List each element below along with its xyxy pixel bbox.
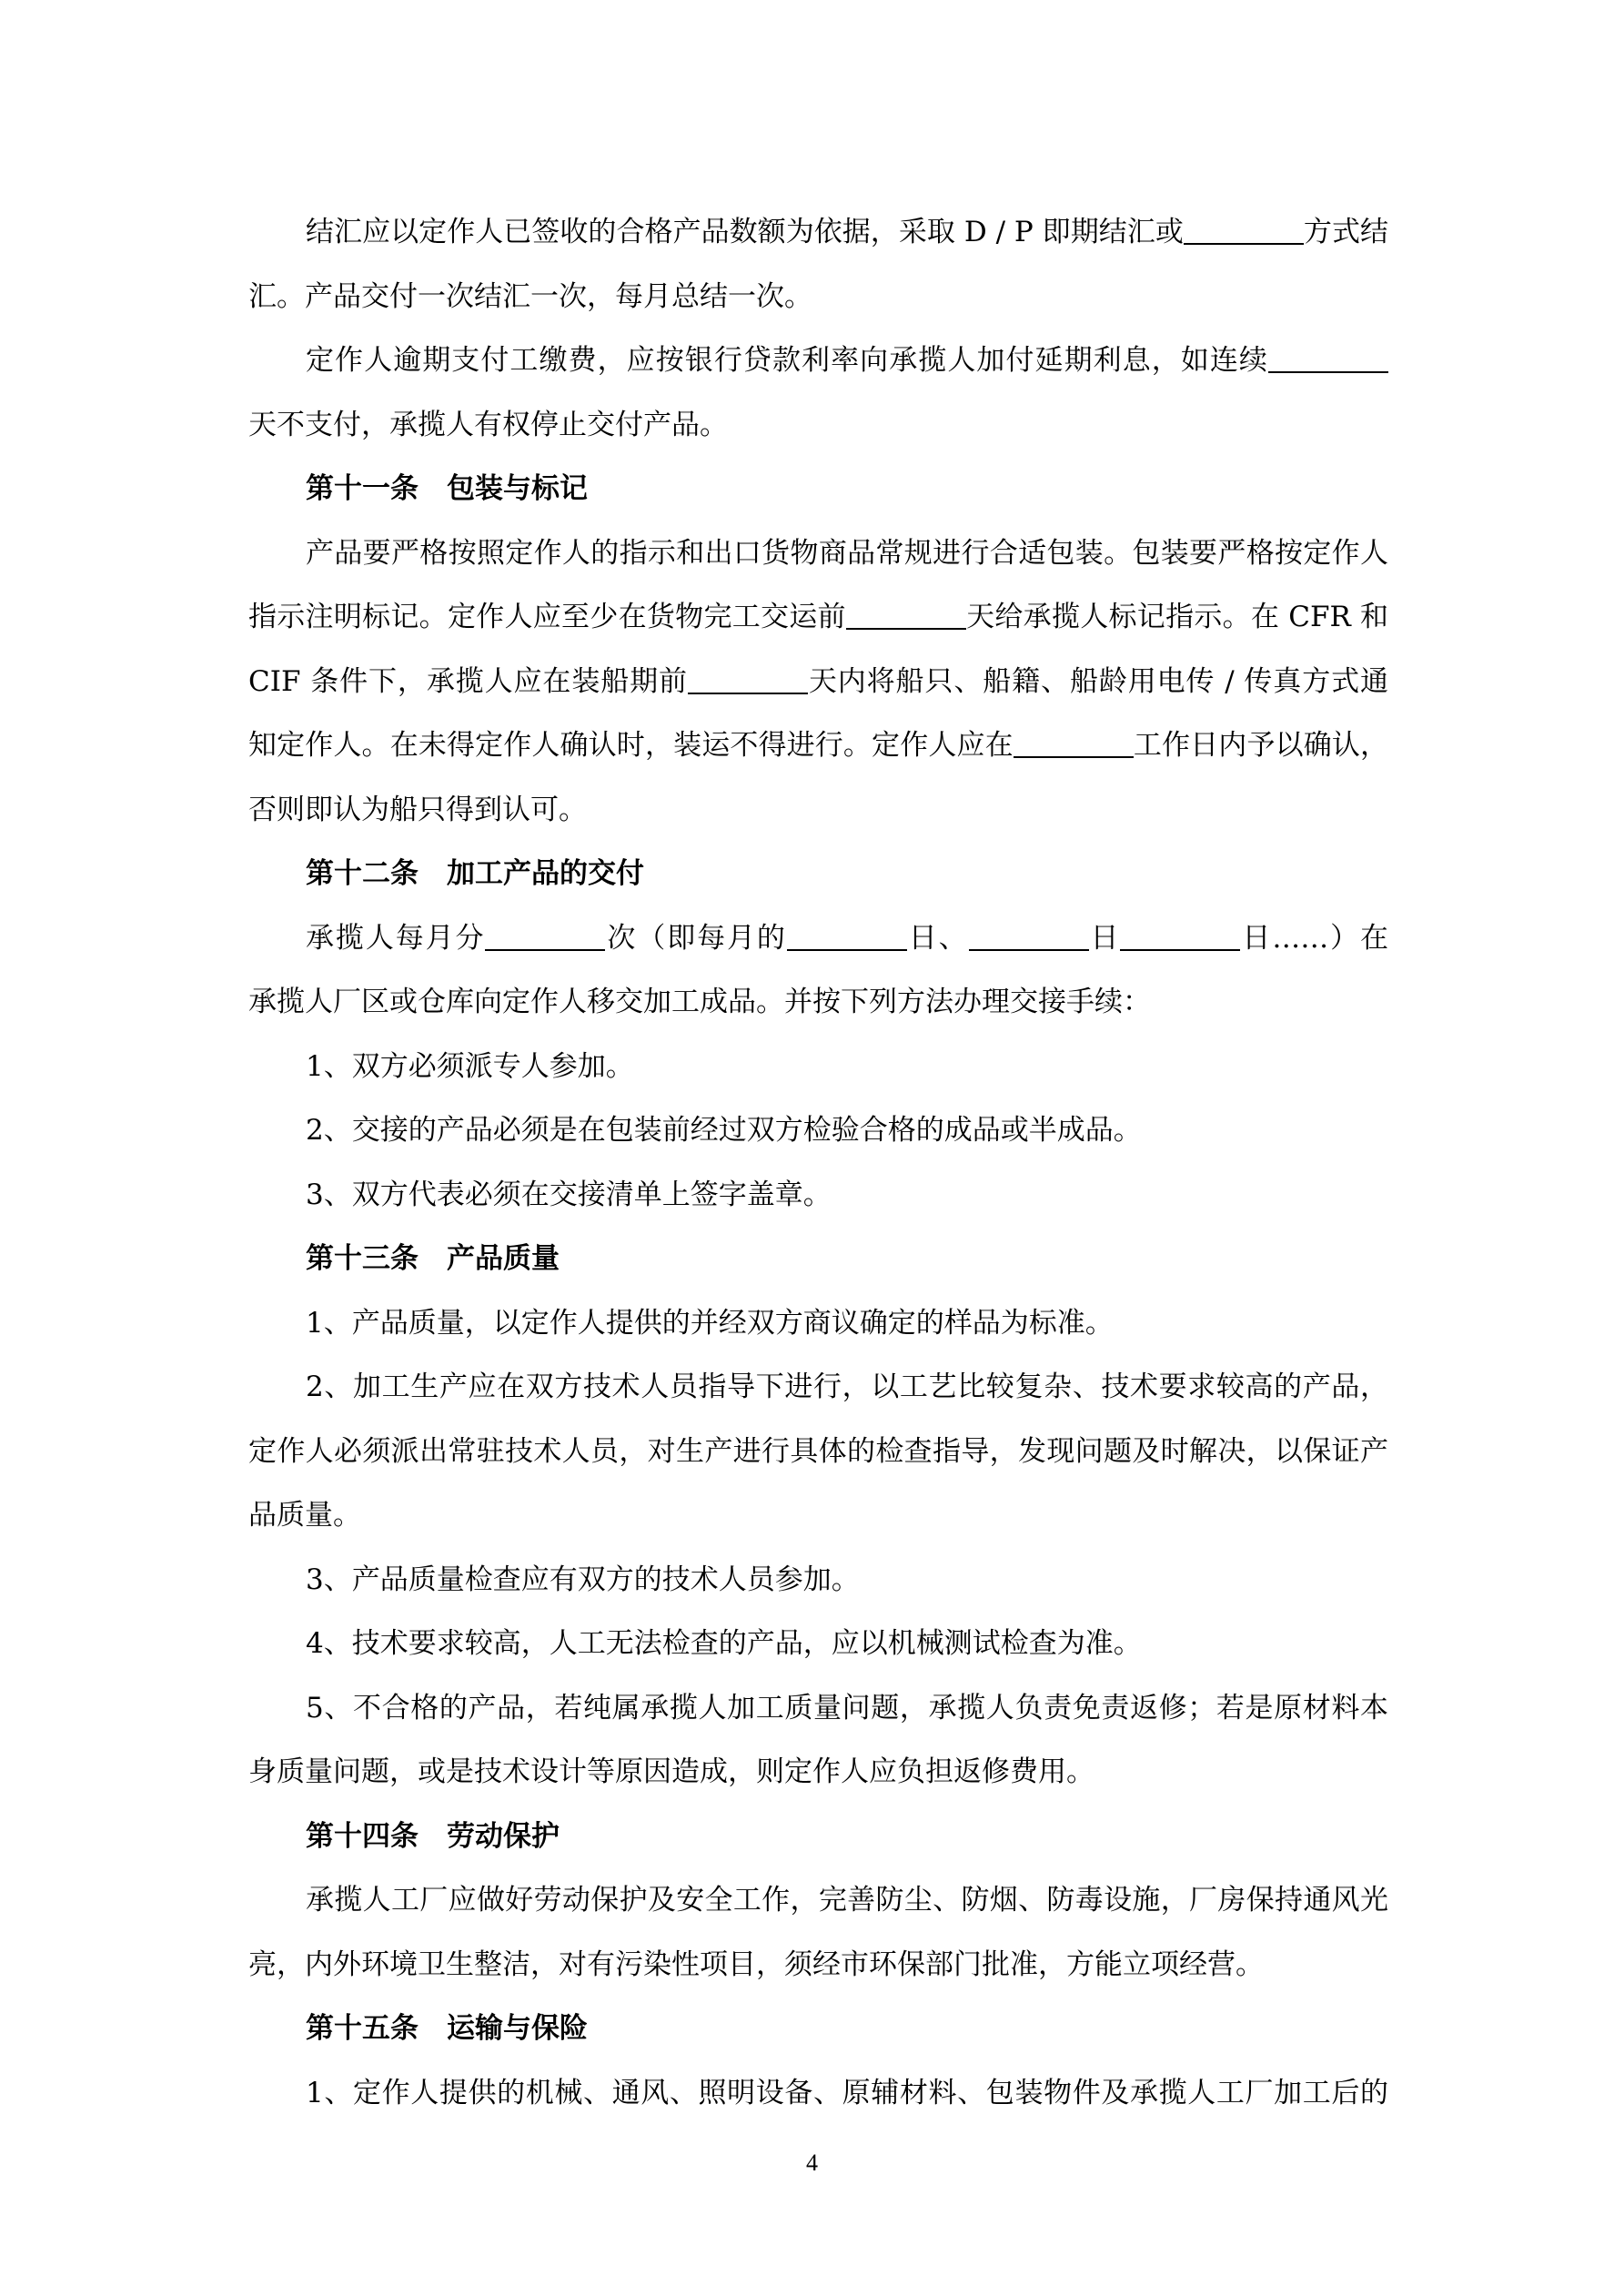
text-segment: 知定作人。在未得定作人确认时，装运不得进行。定作人应在 (248, 729, 1014, 762)
text-line (248, 535, 1388, 571)
text-segment: 指示注明标记。定作人应至少在货物完工交运前 (248, 601, 846, 633)
text-segment: 亮，内外环境卫生整洁，对有污染性项目，须经市环保部门批准，方能立项经营。 (248, 1947, 1264, 1981)
text-segment: 1、双方必须派专人参加。 (306, 1049, 634, 1083)
text-line (248, 599, 1388, 635)
text-line (248, 214, 1388, 250)
fill-in-blank[interactable] (787, 922, 907, 951)
text-line (248, 1048, 1388, 1085)
text-line (248, 1433, 1388, 1470)
text-segment: 3、双方代表必须在交接清单上签字盖章。 (306, 1178, 832, 1211)
text-segment: 身质量问题，或是技术设计等原因造成，则定作人应负担返修费用。 (248, 1755, 1094, 1788)
text-segment: 否则即认为船只得到认可。 (248, 793, 587, 826)
text-segment: 定作人逾期支付工缴费，应按银行贷款利率向承揽人加付延期利息，如连续 (306, 344, 1268, 377)
text-segment: 汇。产品交付一次结汇一次，每月总结一次。 (248, 279, 812, 313)
fill-in-blank[interactable] (1014, 729, 1134, 758)
text-segment: 第十三条 产品质量 (306, 1242, 560, 1275)
text-segment: 结汇应以定作人已签收的合格产品数额为依据，采取 D / P 即期结汇或 (306, 216, 1184, 248)
text-segment: 1、定作人提供的机械、通风、照明设备、原辅材料、包装物件及承揽人工厂加工后的 (306, 2076, 1388, 2109)
text-segment: 工作日内予以确认， (1133, 729, 1388, 762)
fill-in-blank[interactable] (485, 922, 605, 951)
fill-in-blank[interactable] (1184, 216, 1304, 245)
text-line (248, 2075, 1388, 2111)
fill-in-blank[interactable] (846, 601, 966, 630)
text-segment: 品质量。 (248, 1499, 361, 1532)
text-segment: 1、产品质量，以定作人提供的并经双方商议确定的样品为标准。 (306, 1306, 1114, 1340)
text-segment: 天不支付，承揽人有权停止交付产品。 (248, 408, 728, 441)
text-line (248, 407, 1388, 443)
fill-in-blank[interactable] (1120, 922, 1240, 951)
text-segment: 第十五条 运输与保险 (306, 2012, 588, 2045)
text-line (248, 792, 1388, 828)
text-line (248, 727, 1388, 764)
section-heading (248, 2010, 1388, 2047)
fill-in-blank[interactable] (688, 665, 808, 694)
text-line (248, 1112, 1388, 1148)
text-line (248, 1690, 1388, 1726)
text-segment: 日、 (906, 921, 969, 955)
text-line (248, 1562, 1388, 1598)
text-segment: 5、不合格的产品，若纯属承揽人加工质量问题，承揽人负责免责返修；若是原材料本 (306, 1691, 1388, 1725)
section-heading (248, 1818, 1388, 1855)
text-segment: 天内将船只、船籍、船龄用电传 / 传真方式通 (807, 664, 1388, 698)
text-line (248, 920, 1388, 956)
fill-in-blank[interactable] (1268, 344, 1388, 373)
text-segment: 承揽人每月分 (306, 921, 486, 955)
text-segment: 第十二条 加工产品的交付 (306, 857, 644, 890)
text-segment: 第十四条 劳动保护 (306, 1819, 560, 1853)
text-line (248, 1947, 1388, 1983)
text-segment: 4、技术要求较高，人工无法检查的产品，应以机械测试检查为准。 (306, 1627, 1142, 1660)
text-line (248, 1177, 1388, 1213)
text-line (248, 1625, 1388, 1662)
text-segment: 日 (1088, 921, 1121, 955)
section-heading (248, 470, 1388, 507)
section-heading (248, 855, 1388, 892)
text-segment: 3、产品质量检查应有双方的技术人员参加。 (306, 1563, 860, 1596)
text-line (248, 1497, 1388, 1533)
text-segment: CIF 条件下，承揽人应在装船期前 (248, 664, 688, 698)
fill-in-blank[interactable] (969, 922, 1089, 951)
text-segment: 2、交接的产品必须是在包装前经过双方检验合格的成品或半成品。 (306, 1114, 1142, 1147)
text-segment: 次（即每月的 (605, 921, 787, 955)
text-line (248, 1305, 1388, 1341)
text-segment: 产品要严格按照定作人的指示和出口货物商品常规进行合适包装。包装要严格按定作人 (306, 536, 1388, 570)
text-line (248, 1369, 1388, 1405)
text-line (248, 278, 1388, 315)
section-heading (248, 1240, 1388, 1277)
text-segment: 第十一条 包装与标记 (306, 472, 588, 505)
text-segment: 承揽人厂区或仓库向定作人移交加工成品。并按下列方法办理交接手续： (248, 986, 1151, 1018)
text-line (248, 663, 1388, 700)
text-line (248, 1754, 1388, 1790)
text-segment: 天给承揽人标记指示。在 CFR 和 (965, 601, 1389, 633)
page-number: 4 (806, 2149, 818, 2176)
text-line (248, 1882, 1388, 1918)
text-segment: 2、加工生产应在双方技术人员指导下进行，以工艺比较复杂、技术要求较高的产品， (306, 1371, 1388, 1403)
text-line (248, 984, 1388, 1020)
text-segment: 定作人必须派出常驻技术人员，对生产进行具体的检查指导，发现问题及时解决，以保证产 (248, 1434, 1388, 1468)
text-segment: 承揽人工厂应做好劳动保护及安全工作，完善防尘、防烟、防毒设施，厂房保持通风光 (306, 1884, 1388, 1917)
text-segment: 方式结 (1303, 216, 1388, 248)
text-segment: 日……）在 (1240, 921, 1389, 955)
text-line (248, 342, 1388, 379)
